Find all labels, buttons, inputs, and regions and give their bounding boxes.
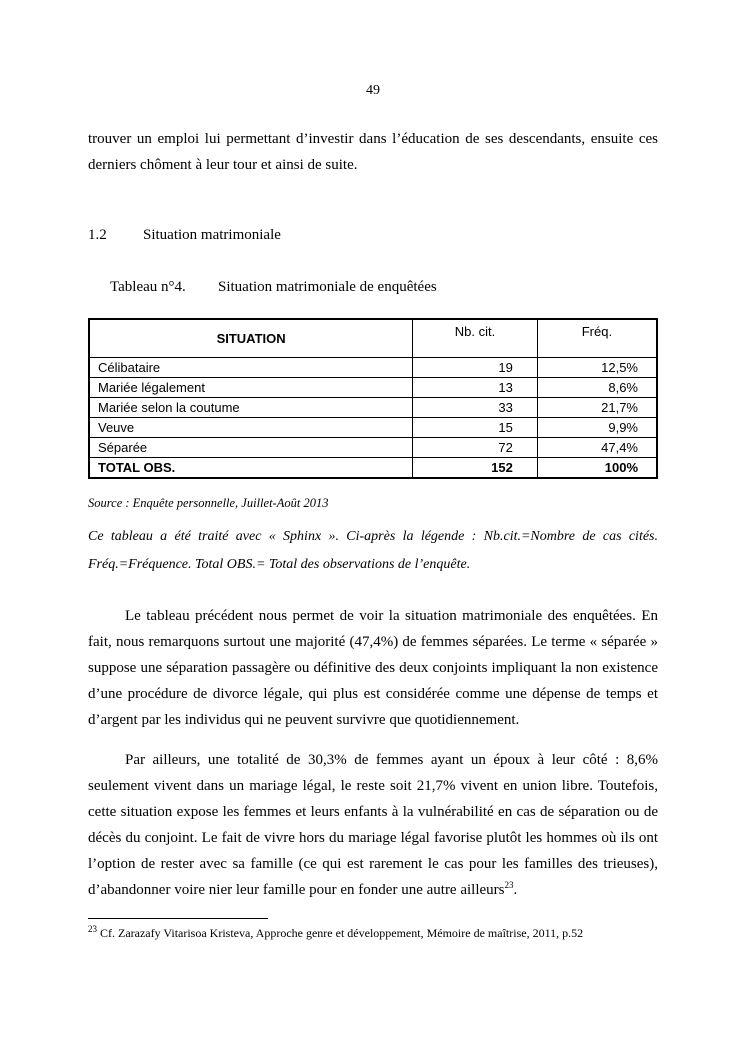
analysis-paragraph-2	[88, 747, 658, 903]
intro-paragraph: trouver un emploi lui permettant d’investir dans l’éducation de ses descendants, ensuite ces derniers chôment à leur tour et ainsi de suite.	[88, 131, 658, 173]
table-caption	[88, 274, 658, 300]
legend-note: Ce tableau a été traité avec « Sphinx ». Ci-après la légende : Nb.cit.=Nombre de cas cités. Fréq.=Fréquence. Total OBS.= Total des observations de l’enquête.	[88, 528, 658, 572]
cell-freq: 21,7%	[537, 397, 657, 417]
table-caption-title: Situation matrimoniale de enquêtées	[218, 279, 437, 295]
cell-total-nb-cit: 152	[413, 457, 538, 478]
analysis-paragraph-2-text: Par ailleurs, une totalité de 30,3% de femmes ayant un époux à leur côté : 8,6% seulement vivent dans un mariage légal, le reste soit 21,7% vivent en union libre. Toutefois, cette situation expose les femmes et leurs enfants à la vulnérabilité en cas de séparation ou de décès du conjoint. Le fait de vivre hors du mariage légal favorise plutôt les hommes où ils ont l’option de rester avec sa famille (ce qui est rarement le cas pour les familles des trieuses), d’abandonner voire nier leur famille pour en fonder une autre ailleurs	[88, 751, 658, 898]
cell-situation: Séparée	[89, 437, 413, 457]
table-header-row	[89, 319, 657, 357]
table-header-nb-cit: Nb. cit.	[413, 319, 538, 357]
table-total-row	[89, 457, 657, 478]
table-row	[89, 397, 657, 417]
cell-freq: 8,6%	[537, 377, 657, 397]
cell-situation: Veuve	[89, 417, 413, 437]
table-row	[89, 377, 657, 397]
table-row	[89, 417, 657, 437]
table-caption-label: Tableau n°4.	[110, 279, 186, 295]
table-row	[89, 437, 657, 457]
footnote	[88, 925, 658, 942]
analysis-paragraph-1: Le tableau précédent nous permet de voir la situation matrimoniale des enquêtées. En fait, nous remarquons surtout une majorité (47,4%) de femmes séparées. Le terme « séparée » suppose une séparation passagère ou définitive des deux conjoints impliquant la non existence d’une procédure de divorce légale, qui plus est considérée comme une dépense de temps et d’argent par les individus qui ne peuvent survivre que quotidiennement.	[88, 607, 658, 728]
page-number: 49	[366, 83, 380, 98]
situation-table	[88, 318, 658, 479]
footnote-text: Cf. Zarazafy Vitarisoa Kristeva, Approche genre et développement, Mémoire de maîtrise, 2011, p.52	[97, 925, 584, 940]
analysis-paragraph-2-suffix: .	[513, 881, 518, 898]
cell-freq: 47,4%	[537, 437, 657, 457]
footnote-reference: 23	[504, 879, 514, 890]
cell-situation: Mariée légalement	[89, 377, 413, 397]
cell-nb-cit: 15	[413, 417, 538, 437]
cell-nb-cit: 33	[413, 397, 538, 417]
cell-situation: Célibataire	[89, 357, 413, 377]
footnote-separator	[88, 918, 268, 919]
section-title: Situation matrimoniale	[143, 227, 281, 243]
cell-nb-cit: 19	[413, 357, 538, 377]
cell-total-freq: 100%	[537, 457, 657, 478]
cell-nb-cit: 72	[413, 437, 538, 457]
section-number: 1.2	[88, 227, 107, 243]
table-row	[89, 357, 657, 377]
table-header-situation: SITUATION	[89, 319, 413, 357]
footnote-number: 23	[88, 923, 97, 934]
cell-nb-cit: 13	[413, 377, 538, 397]
source-note: Source : Enquête personnelle, Juillet-Août 2013	[88, 495, 329, 510]
cell-freq: 9,9%	[537, 417, 657, 437]
section-heading	[88, 222, 658, 248]
cell-total-label: TOTAL OBS.	[89, 457, 413, 478]
table-header-freq: Fréq.	[537, 319, 657, 357]
cell-freq: 12,5%	[537, 357, 657, 377]
cell-situation: Mariée selon la coutume	[89, 397, 413, 417]
